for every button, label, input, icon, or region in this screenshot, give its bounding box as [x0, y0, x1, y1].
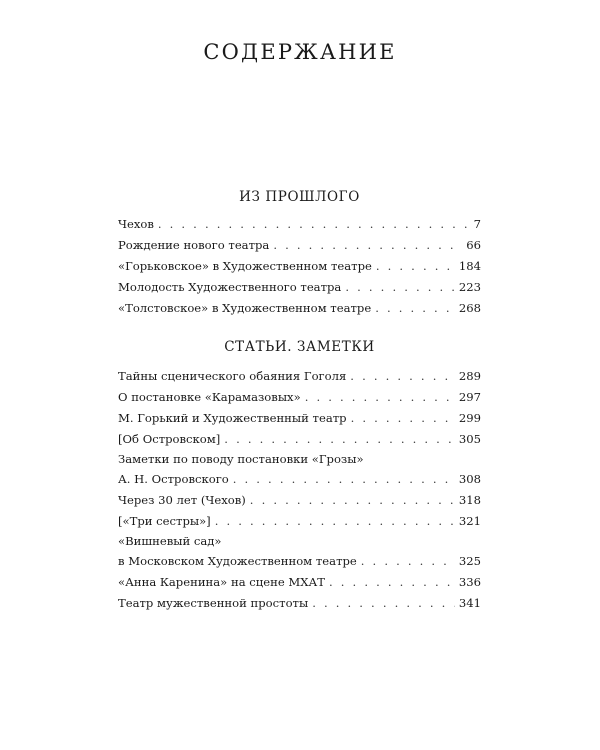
toc-entry[interactable]: [118, 572, 481, 593]
toc-entry[interactable]: [118, 235, 481, 256]
toc-entry-page: 305: [458, 432, 481, 446]
dot-leader: [376, 256, 455, 277]
toc-entry[interactable]: [118, 490, 481, 511]
toc-entry-title: «Толстовское» в Художественном театре: [118, 301, 372, 315]
toc-entry-page: 318: [458, 493, 481, 507]
dot-leader: [345, 277, 455, 298]
toc-entry-title: А. Н. Островского: [118, 472, 229, 486]
dot-leader: [312, 593, 455, 614]
section-heading-stati-zametki: СТАТЬИ. ЗАМЕТКИ: [224, 339, 375, 355]
dot-leader: [250, 490, 455, 511]
section-heading-iz-proshlogo: ИЗ ПРОШЛОГО: [239, 189, 360, 205]
page-title: СОДЕРЖАНИЕ: [203, 40, 397, 64]
toc-entry[interactable]: [118, 277, 481, 298]
toc-entry[interactable]: [118, 256, 481, 277]
toc-entry[interactable]: [118, 511, 481, 532]
toc-entry[interactable]: [118, 298, 481, 319]
toc-entry-title-line1: Заметки по поводу постановки «Грозы»: [118, 452, 364, 466]
toc-entry-title: Молодость Художественного театра: [118, 280, 342, 294]
toc-entry-page: 297: [458, 390, 481, 404]
toc-entry[interactable]: [118, 429, 481, 450]
toc-entry-page: 268: [458, 301, 481, 315]
dot-leader: [375, 298, 455, 319]
toc-entry-page: 325: [458, 554, 481, 568]
toc-entry-title: Через 30 лет (Чехов): [118, 493, 246, 507]
table-of-contents: [118, 186, 481, 614]
toc-entry-title: [«Три сестры»]: [118, 514, 211, 528]
toc-entry[interactable]: [118, 532, 481, 572]
dot-leader: [158, 214, 470, 235]
toc-entry[interactable]: [118, 450, 481, 490]
toc-entry-page: 321: [458, 514, 481, 528]
dot-leader: [273, 235, 462, 256]
dot-leader: [224, 429, 455, 450]
dot-leader: [361, 551, 455, 572]
toc-entry-title: в Московском Художественном театре: [118, 554, 357, 568]
toc-entry-page: 341: [458, 596, 481, 610]
dot-leader: [215, 511, 455, 532]
toc-entry-title: Чехов: [118, 217, 154, 231]
toc-entry-title: [Об Островском]: [118, 432, 221, 446]
dot-leader: [305, 387, 455, 408]
toc-entry-title: Театр мужественной простоты: [118, 596, 309, 610]
toc-entry-title-line1: «Вишневый сад»: [118, 534, 222, 548]
dot-leader: [350, 366, 455, 387]
toc-entry-title: «Горьковское» в Художественном театре: [118, 259, 372, 273]
toc-entry[interactable]: [118, 366, 481, 387]
dot-leader: [351, 408, 455, 429]
toc-entry-page: 66: [466, 238, 481, 252]
toc-entry-page: 184: [458, 259, 481, 273]
toc-entry[interactable]: [118, 214, 481, 235]
dot-leader: [329, 572, 455, 593]
toc-entry-page: 223: [458, 280, 481, 294]
toc-entry-title: О постановке «Карамазовых»: [118, 390, 301, 404]
toc-entry-page: 336: [458, 575, 481, 589]
toc-entry-page: 7: [473, 217, 481, 231]
toc-entry-title: М. Горький и Художественный театр: [118, 411, 347, 425]
dot-leader: [233, 469, 455, 490]
toc-entry-page: 299: [458, 411, 481, 425]
toc-entry-page: 308: [458, 472, 481, 486]
toc-entry[interactable]: [118, 593, 481, 614]
toc-entry-title: «Анна Каренина» на сцене МХАТ: [118, 575, 326, 589]
toc-entry[interactable]: [118, 387, 481, 408]
toc-entry-title: Тайны сценического обаяния Гоголя: [118, 369, 347, 383]
toc-entry[interactable]: [118, 408, 481, 429]
toc-entry-title: Рождение нового театра: [118, 238, 270, 252]
toc-entry-page: 289: [458, 369, 481, 383]
